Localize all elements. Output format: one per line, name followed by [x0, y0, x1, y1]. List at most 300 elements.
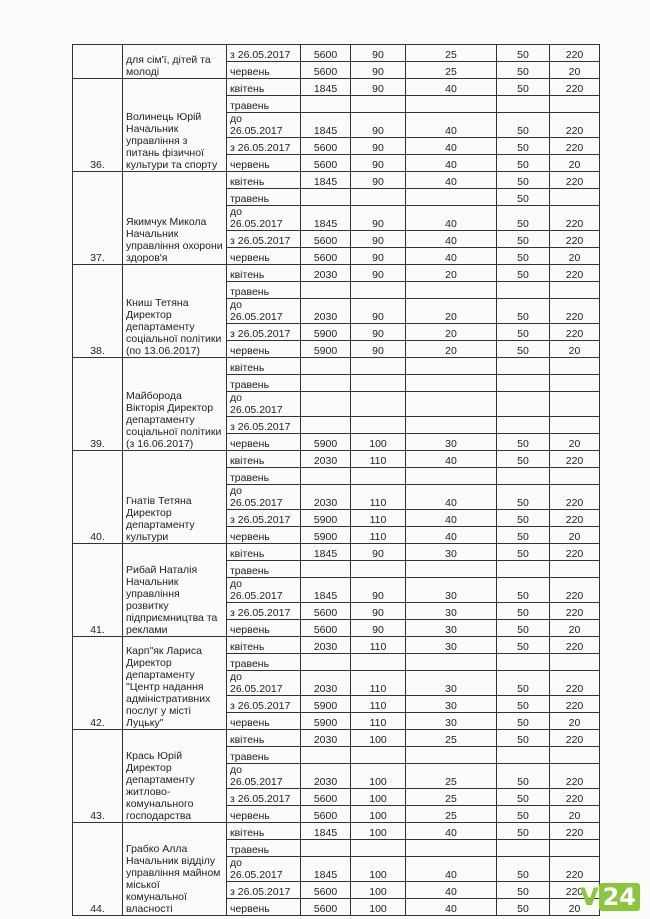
allowance-cell: 220 [550, 603, 600, 620]
salary-cell: 1845 [301, 79, 351, 96]
allowance-cell: 20 [550, 620, 600, 637]
employee-name-position: Рибай Наталія Начальник управління розвитку підприємництва та реклами [123, 544, 227, 637]
bonus-cell: 50 [497, 578, 550, 603]
salary-cell [301, 654, 351, 671]
bonus-cell: 50 [497, 79, 550, 96]
period-cell: травень [227, 282, 301, 299]
rank-allowance-cell [351, 392, 406, 417]
salary-cell: 5900 [301, 510, 351, 527]
period-cell: травень [227, 840, 301, 857]
service-years-cell [406, 654, 497, 671]
bonus-cell [497, 654, 550, 671]
period-cell: червень [227, 806, 301, 823]
salary-cell: 5900 [301, 696, 351, 713]
salary-cell: 1845 [301, 857, 351, 882]
logo-letter: V [580, 883, 599, 911]
period-cell: травень [227, 654, 301, 671]
table-row [73, 823, 600, 840]
allowance-cell: 220 [550, 730, 600, 747]
rank-allowance-cell: 100 [351, 882, 406, 899]
rank-allowance-cell: 110 [351, 451, 406, 468]
period-cell: з 26.05.2017 [227, 138, 301, 155]
bonus-cell: 50 [497, 696, 550, 713]
logo-number: 24 [599, 883, 640, 911]
rank-allowance-cell: 90 [351, 172, 406, 189]
row-number: 41. [73, 544, 123, 637]
salary-cell: 2030 [301, 485, 351, 510]
rank-allowance-cell [351, 747, 406, 764]
bonus-cell: 50 [497, 189, 550, 206]
service-years-cell: 40 [406, 155, 497, 172]
bonus-cell: 50 [497, 620, 550, 637]
salary-cell: 1845 [301, 206, 351, 231]
service-years-cell [406, 561, 497, 578]
service-years-cell: 25 [406, 789, 497, 806]
period-cell: з 26.05.2017 [227, 417, 301, 434]
service-years-cell: 40 [406, 823, 497, 840]
service-years-cell: 30 [406, 620, 497, 637]
rank-allowance-cell [351, 358, 406, 375]
service-years-cell: 30 [406, 713, 497, 730]
salary-cell: 5600 [301, 789, 351, 806]
rank-allowance-cell [351, 375, 406, 392]
bonus-cell: 50 [497, 62, 550, 79]
allowance-cell: 220 [550, 299, 600, 324]
salary-cell: 2030 [301, 299, 351, 324]
rank-allowance-cell: 110 [351, 637, 406, 654]
table-body [73, 45, 600, 916]
period-cell: квітень [227, 730, 301, 747]
period-cell: до 26.05.2017 [227, 392, 301, 417]
salary-cell: 5600 [301, 45, 351, 62]
service-years-cell [406, 358, 497, 375]
rank-allowance-cell: 90 [351, 79, 406, 96]
allowance-cell: 20 [550, 62, 600, 79]
table-row [73, 79, 600, 96]
table-row [73, 637, 600, 654]
row-number: 39. [73, 358, 123, 451]
bonus-cell: 50 [497, 899, 550, 916]
bonus-cell [497, 392, 550, 417]
bonus-cell [497, 417, 550, 434]
bonus-cell: 50 [497, 713, 550, 730]
rank-allowance-cell [351, 561, 406, 578]
bonus-cell: 50 [497, 857, 550, 882]
allowance-cell: 20 [550, 248, 600, 265]
rank-allowance-cell: 100 [351, 730, 406, 747]
bonus-cell [497, 96, 550, 113]
salary-cell [301, 392, 351, 417]
allowance-cell [550, 392, 600, 417]
service-years-cell: 40 [406, 79, 497, 96]
row-number: 42. [73, 637, 123, 730]
service-years-cell: 20 [406, 299, 497, 324]
allowance-cell: 220 [550, 113, 600, 138]
rank-allowance-cell: 100 [351, 899, 406, 916]
allowance-cell: 220 [550, 206, 600, 231]
period-cell: квітень [227, 637, 301, 654]
bonus-cell: 50 [497, 451, 550, 468]
service-years-cell [406, 417, 497, 434]
salary-cell: 5900 [301, 341, 351, 358]
employee-name-position: Гнатів Тетяна Директор департаменту культури [123, 451, 227, 544]
allowance-cell [550, 189, 600, 206]
bonus-cell: 50 [497, 806, 550, 823]
salary-cell: 5600 [301, 155, 351, 172]
employee-name-position: для сім'ї, дітей та молоді [123, 45, 227, 79]
period-cell: до 26.05.2017 [227, 485, 301, 510]
service-years-cell: 40 [406, 527, 497, 544]
service-years-cell [406, 468, 497, 485]
period-cell: квітень [227, 79, 301, 96]
allowance-cell [550, 375, 600, 392]
salary-cell: 5600 [301, 620, 351, 637]
period-cell: травень [227, 561, 301, 578]
rank-allowance-cell: 90 [351, 206, 406, 231]
period-cell: травень [227, 189, 301, 206]
salary-cell: 1845 [301, 823, 351, 840]
period-cell: з 26.05.2017 [227, 45, 301, 62]
table-row [73, 45, 600, 62]
period-cell: червень [227, 713, 301, 730]
service-years-cell: 40 [406, 248, 497, 265]
allowance-cell: 20 [550, 899, 600, 916]
period-cell: до 26.05.2017 [227, 857, 301, 882]
table-row [73, 730, 600, 747]
service-years-cell: 40 [406, 231, 497, 248]
rank-allowance-cell [351, 417, 406, 434]
rank-allowance-cell [351, 840, 406, 857]
rank-allowance-cell: 100 [351, 789, 406, 806]
allowance-cell: 220 [550, 231, 600, 248]
allowance-cell [550, 654, 600, 671]
allowance-cell: 220 [550, 882, 600, 899]
service-years-cell: 20 [406, 265, 497, 282]
rank-allowance-cell: 90 [351, 231, 406, 248]
period-cell: травень [227, 468, 301, 485]
period-cell: до 26.05.2017 [227, 113, 301, 138]
salary-cell: 2030 [301, 451, 351, 468]
allowance-cell: 220 [550, 451, 600, 468]
allowance-cell [550, 747, 600, 764]
service-years-cell: 30 [406, 637, 497, 654]
service-years-cell: 40 [406, 857, 497, 882]
rank-allowance-cell: 90 [351, 265, 406, 282]
bonus-cell: 50 [497, 434, 550, 451]
allowance-cell: 220 [550, 544, 600, 561]
service-years-cell: 40 [406, 485, 497, 510]
rank-allowance-cell: 90 [351, 578, 406, 603]
salary-cell: 1845 [301, 172, 351, 189]
rank-allowance-cell: 90 [351, 62, 406, 79]
period-cell: з 26.05.2017 [227, 231, 301, 248]
bonus-cell: 50 [497, 231, 550, 248]
service-years-cell [406, 375, 497, 392]
period-cell: до 26.05.2017 [227, 671, 301, 696]
period-cell: квітень [227, 823, 301, 840]
bonus-cell: 50 [497, 155, 550, 172]
rank-allowance-cell: 90 [351, 138, 406, 155]
employee-name-position: Якимчук Микола Начальник управління охорони здоров'я [123, 172, 227, 265]
rank-allowance-cell: 110 [351, 671, 406, 696]
bonus-cell: 50 [497, 206, 550, 231]
row-number: 40. [73, 451, 123, 544]
service-years-cell: 40 [406, 882, 497, 899]
rank-allowance-cell: 110 [351, 713, 406, 730]
bonus-cell: 50 [497, 299, 550, 324]
rank-allowance-cell: 110 [351, 510, 406, 527]
service-years-cell: 40 [406, 899, 497, 916]
salary-cell [301, 375, 351, 392]
period-cell: з 26.05.2017 [227, 789, 301, 806]
service-years-cell: 20 [406, 324, 497, 341]
allowance-cell: 220 [550, 671, 600, 696]
service-years-cell: 30 [406, 434, 497, 451]
rank-allowance-cell: 110 [351, 696, 406, 713]
salary-cell [301, 282, 351, 299]
rank-allowance-cell [351, 654, 406, 671]
period-cell: травень [227, 747, 301, 764]
salary-table [72, 44, 600, 916]
rank-allowance-cell [351, 96, 406, 113]
period-cell: до 26.05.2017 [227, 578, 301, 603]
service-years-cell [406, 840, 497, 857]
rank-allowance-cell [351, 189, 406, 206]
salary-cell: 1845 [301, 578, 351, 603]
service-years-cell [406, 189, 497, 206]
salary-cell: 5600 [301, 248, 351, 265]
rank-allowance-cell [351, 468, 406, 485]
salary-cell: 5600 [301, 882, 351, 899]
rank-allowance-cell: 100 [351, 806, 406, 823]
service-years-cell: 30 [406, 544, 497, 561]
bonus-cell: 50 [497, 544, 550, 561]
rank-allowance-cell: 100 [351, 823, 406, 840]
table-row [73, 265, 600, 282]
period-cell: квітень [227, 451, 301, 468]
salary-cell [301, 358, 351, 375]
allowance-cell: 220 [550, 138, 600, 155]
salary-cell: 2030 [301, 671, 351, 696]
bonus-cell: 50 [497, 45, 550, 62]
allowance-cell: 20 [550, 155, 600, 172]
row-number: 38. [73, 265, 123, 358]
table-row [73, 358, 600, 375]
period-cell: з 26.05.2017 [227, 696, 301, 713]
bonus-cell: 50 [497, 882, 550, 899]
table-row [73, 172, 600, 189]
allowance-cell [550, 417, 600, 434]
rank-allowance-cell: 100 [351, 764, 406, 789]
period-cell: з 26.05.2017 [227, 882, 301, 899]
salary-cell: 2030 [301, 730, 351, 747]
allowance-cell [550, 468, 600, 485]
salary-cell: 2030 [301, 637, 351, 654]
employee-name-position: Карп"як Лариса Директор департаменту "Центр надання адміністративних послуг у місті Луцьку" [123, 637, 227, 730]
salary-cell [301, 417, 351, 434]
service-years-cell [406, 747, 497, 764]
period-cell: до 26.05.2017 [227, 206, 301, 231]
rank-allowance-cell: 90 [351, 341, 406, 358]
salary-cell: 5600 [301, 62, 351, 79]
bonus-cell: 50 [497, 789, 550, 806]
salary-cell: 5600 [301, 231, 351, 248]
bonus-cell: 50 [497, 485, 550, 510]
bonus-cell [497, 561, 550, 578]
rank-allowance-cell: 90 [351, 155, 406, 172]
salary-cell [301, 840, 351, 857]
allowance-cell: 20 [550, 806, 600, 823]
allowance-cell: 220 [550, 637, 600, 654]
bonus-cell: 50 [497, 637, 550, 654]
allowance-cell: 20 [550, 713, 600, 730]
rank-allowance-cell: 90 [351, 620, 406, 637]
service-years-cell: 30 [406, 603, 497, 620]
rank-allowance-cell: 90 [351, 299, 406, 324]
service-years-cell: 25 [406, 730, 497, 747]
allowance-cell: 220 [550, 79, 600, 96]
salary-cell [301, 96, 351, 113]
service-years-cell: 25 [406, 62, 497, 79]
allowance-cell: 220 [550, 265, 600, 282]
period-cell: червень [227, 434, 301, 451]
allowance-cell: 220 [550, 510, 600, 527]
service-years-cell: 40 [406, 138, 497, 155]
salary-cell [301, 561, 351, 578]
rank-allowance-cell: 100 [351, 434, 406, 451]
allowance-cell: 20 [550, 434, 600, 451]
bonus-cell: 50 [497, 248, 550, 265]
bonus-cell: 50 [497, 113, 550, 138]
salary-cell [301, 747, 351, 764]
allowance-cell: 220 [550, 45, 600, 62]
period-cell: квітень [227, 544, 301, 561]
salary-cell: 5900 [301, 434, 351, 451]
allowance-cell: 220 [550, 172, 600, 189]
allowance-cell: 220 [550, 485, 600, 510]
bonus-cell: 50 [497, 764, 550, 789]
row-number [73, 45, 123, 79]
rank-allowance-cell: 90 [351, 248, 406, 265]
rank-allowance-cell: 90 [351, 113, 406, 138]
row-number: 44. [73, 823, 123, 916]
employee-name-position: Грабко Алла Начальник відділу управління майном міської комунальної власності [123, 823, 227, 916]
allowance-cell [550, 840, 600, 857]
bonus-cell: 50 [497, 510, 550, 527]
salary-cell: 2030 [301, 265, 351, 282]
service-years-cell [406, 392, 497, 417]
salary-cell: 5600 [301, 138, 351, 155]
period-cell: квітень [227, 172, 301, 189]
service-years-cell: 30 [406, 578, 497, 603]
rank-allowance-cell: 100 [351, 857, 406, 882]
employee-name-position: Майборода Вікторія Директор департаменту соціальної політики (з 16.06.2017) [123, 358, 227, 451]
rank-allowance-cell: 90 [351, 544, 406, 561]
period-cell: до 26.05.2017 [227, 764, 301, 789]
allowance-cell: 20 [550, 527, 600, 544]
period-cell: червень [227, 527, 301, 544]
employee-name-position: Крась Юрій Директор департаменту житлово-комунального господарства [123, 730, 227, 823]
bonus-cell: 50 [497, 671, 550, 696]
allowance-cell [550, 282, 600, 299]
service-years-cell: 20 [406, 341, 497, 358]
bonus-cell: 50 [497, 265, 550, 282]
bonus-cell [497, 282, 550, 299]
period-cell: травень [227, 96, 301, 113]
table-row [73, 544, 600, 561]
rank-allowance-cell [351, 282, 406, 299]
service-years-cell [406, 282, 497, 299]
bonus-cell [497, 747, 550, 764]
bonus-cell [497, 358, 550, 375]
table-row [73, 451, 600, 468]
employee-name-position: Книш Тетяна Директор департаменту соціальної політики (по 13.06.2017) [123, 265, 227, 358]
salary-cell: 5900 [301, 713, 351, 730]
period-cell: з 26.05.2017 [227, 324, 301, 341]
row-number: 43. [73, 730, 123, 823]
bonus-cell [497, 840, 550, 857]
allowance-cell: 220 [550, 578, 600, 603]
rank-allowance-cell: 110 [351, 485, 406, 510]
salary-cell: 5600 [301, 603, 351, 620]
bonus-cell: 50 [497, 341, 550, 358]
period-cell: травень [227, 375, 301, 392]
salary-cell: 5600 [301, 899, 351, 916]
salary-cell [301, 189, 351, 206]
period-cell: червень [227, 620, 301, 637]
salary-cell: 1845 [301, 113, 351, 138]
period-cell: квітень [227, 358, 301, 375]
service-years-cell: 40 [406, 451, 497, 468]
service-years-cell: 30 [406, 696, 497, 713]
rank-allowance-cell: 90 [351, 324, 406, 341]
allowance-cell [550, 96, 600, 113]
bonus-cell [497, 375, 550, 392]
period-cell: до 26.05.2017 [227, 299, 301, 324]
rank-allowance-cell: 90 [351, 45, 406, 62]
service-years-cell: 40 [406, 510, 497, 527]
period-cell: червень [227, 248, 301, 265]
bonus-cell: 50 [497, 603, 550, 620]
period-cell: червень [227, 899, 301, 916]
service-years-cell: 25 [406, 45, 497, 62]
service-years-cell: 40 [406, 113, 497, 138]
bonus-cell: 50 [497, 324, 550, 341]
salary-cell: 2030 [301, 764, 351, 789]
period-cell: з 26.05.2017 [227, 510, 301, 527]
salary-cell: 5600 [301, 806, 351, 823]
bonus-cell: 50 [497, 527, 550, 544]
employee-name-position: Волинець Юрій Начальник управління з питань фізичної культури та спорту [123, 79, 227, 172]
period-cell: червень [227, 155, 301, 172]
service-years-cell: 40 [406, 206, 497, 231]
service-years-cell: 25 [406, 806, 497, 823]
service-years-cell [406, 96, 497, 113]
salary-cell [301, 468, 351, 485]
allowance-cell: 20 [550, 341, 600, 358]
allowance-cell [550, 358, 600, 375]
allowance-cell: 220 [550, 823, 600, 840]
v24-logo [580, 883, 642, 911]
bonus-cell [497, 468, 550, 485]
service-years-cell: 40 [406, 172, 497, 189]
salary-cell: 5900 [301, 527, 351, 544]
bonus-cell: 50 [497, 823, 550, 840]
allowance-cell: 220 [550, 764, 600, 789]
rank-allowance-cell: 90 [351, 603, 406, 620]
bonus-cell: 50 [497, 138, 550, 155]
row-number: 37. [73, 172, 123, 265]
